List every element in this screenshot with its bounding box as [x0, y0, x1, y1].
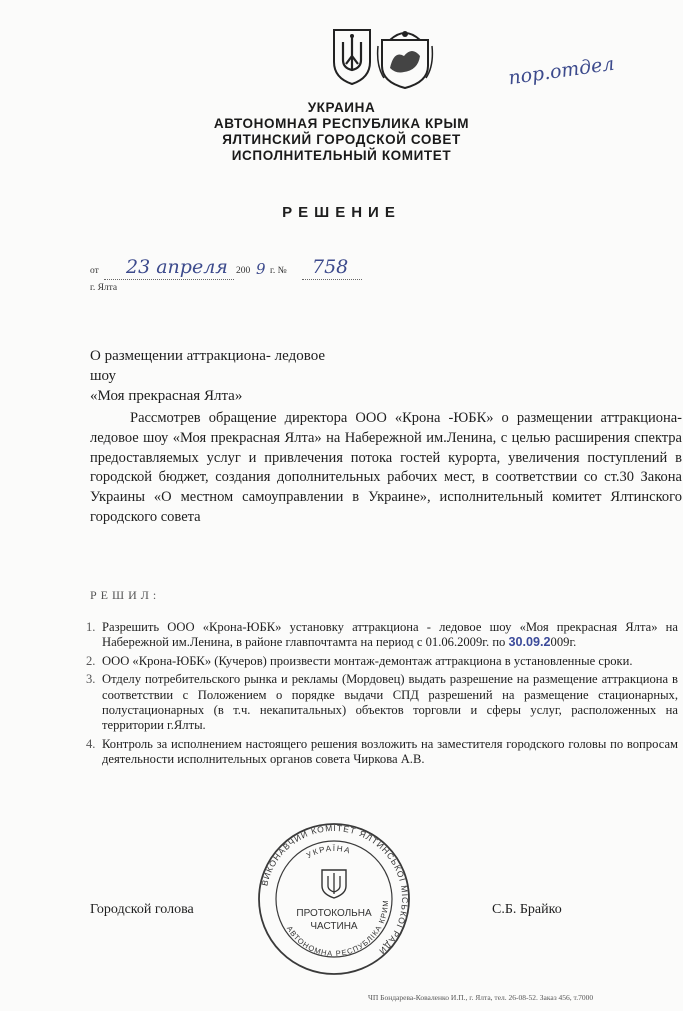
handwritten-number: 758: [312, 256, 349, 278]
subject-line-2: «Моя прекрасная Ялта»: [90, 388, 243, 404]
subject: [90, 346, 350, 406]
decided-label: РЕШИЛ:: [90, 588, 161, 602]
stamp-outer-text: ВИКОНАВЧИЙ КОМІТЕТ ЯЛТИНСЬКОЇ МІСЬКОЇ РАДИ: [259, 822, 411, 957]
svg-text:ВИКОНАВЧИЙ КОМІТЕТ ЯЛТИНСЬКОЇ: [259, 823, 410, 957]
list-item: [86, 737, 678, 768]
document-title: РЕШЕНИЕ: [282, 204, 401, 221]
item-text-part: 009г.: [550, 635, 577, 650]
city: г. Ялта: [90, 283, 118, 293]
header-committee: ИСПОЛНИТЕЛЬНЫЙ КОМИТЕТ: [231, 148, 452, 163]
trident-coat-of-arms-icon: [330, 26, 374, 86]
body-text: Рассмотрев обращение директора ООО «Крона -ЮБК» о размещении аттракциона- ледовое шоу «Моя прекрасная Ялта» на Набережной им.Ленина, с целью расширения спектра предоставляемых услуг и привлечения потока гостей курорта, увеличения поступлений в городской бюджет, создания дополнительных рабочих мест, в соответствии со ст.30 Закона Украины «О местном самоуправлении в Украине», исполнительный комитет Ялтинского городского совета: [90, 410, 682, 525]
number-label: г. №: [270, 266, 287, 276]
decision-items: [86, 620, 678, 768]
list-item: [86, 654, 678, 669]
decision-date-line: [90, 256, 380, 282]
stamp-center-line-1: ПРОТОКОЛЬНА: [296, 908, 372, 919]
list-item: [86, 672, 678, 734]
list-item: [86, 620, 678, 651]
crimea-coat-of-arms-icon: [374, 26, 436, 92]
stamp-bottom-text: АВТОНОМНА РЕСПУБЛІКА КРИМ: [284, 899, 391, 959]
item-number: 2.: [86, 653, 96, 668]
header-republic: АВТОНОМНАЯ РЕСПУБЛИКА КРЫМ: [213, 116, 470, 131]
stamp-top-text: УКРАЇНА: [304, 843, 353, 861]
item-text: [102, 620, 678, 651]
item-number: 1.: [86, 620, 96, 634]
item-text-part: Разрешить ООО «Крона-ЮБК» установку аттракциона - ледовое шоу «Моя прекрасная Ялта» на Набережной им.Ленина, в районе главпочтамта на период с 01.06.2009г. по: [102, 620, 678, 650]
official-stamp: [256, 818, 412, 980]
item-number: 4.: [86, 736, 96, 751]
number-underline: [302, 279, 362, 280]
from-prefix: от: [90, 266, 99, 276]
handwritten-end-date: 30.09.2: [508, 635, 551, 650]
header-country: УКРАИНА: [307, 100, 376, 115]
date-underline: [104, 279, 234, 280]
svg-text:УКРАЇНА: [305, 844, 352, 860]
handwritten-date: 23 апреля: [126, 256, 228, 278]
subject-line-1: О размещении аттракциона- ледовое шоу: [90, 348, 326, 384]
year-prefix: 200: [236, 266, 251, 276]
item-text: ООО «Крона-ЮБК» (Кучеров) произвести монтаж-демонтаж аттракциона в установленные сроки.: [102, 653, 633, 668]
signature-title: Городской голова: [90, 902, 194, 917]
signature-name: С.Б. Брайко: [492, 902, 562, 917]
year-suffix: 9: [256, 260, 266, 278]
item-number: 3.: [86, 672, 96, 687]
stamp-center-line-2: ЧАСТИНА: [310, 921, 358, 932]
corner-note: пор.отдел: [506, 52, 616, 90]
item-text: Контроль за исполнением настоящего решения возложить на заместителя городского головы по вопросам деятельности исполнительных органов совета Чиркова А.В.: [102, 736, 678, 767]
header-council: ЯЛТИНСКИЙ ГОРОДСКОЙ СОВЕТ: [222, 132, 461, 147]
item-text: Отделу потребительского рынка и рекламы (Мордовец) выдать разрешение на размещение аттракциона в соответствии с Положением о порядке выдачи СПД разрешений на размещение стационарных, полустационарных (в т.ч. некапитальных) объектов торговли и сферы услуг, расположенных на территории г.Ялты.: [102, 672, 678, 733]
body-paragraph: [90, 409, 682, 528]
printer-footer: ЧП Бондарева-Коваленко И.П., г. Ялта, тел. 26-08-52. Заказ 456, т.7000: [368, 993, 594, 1002]
